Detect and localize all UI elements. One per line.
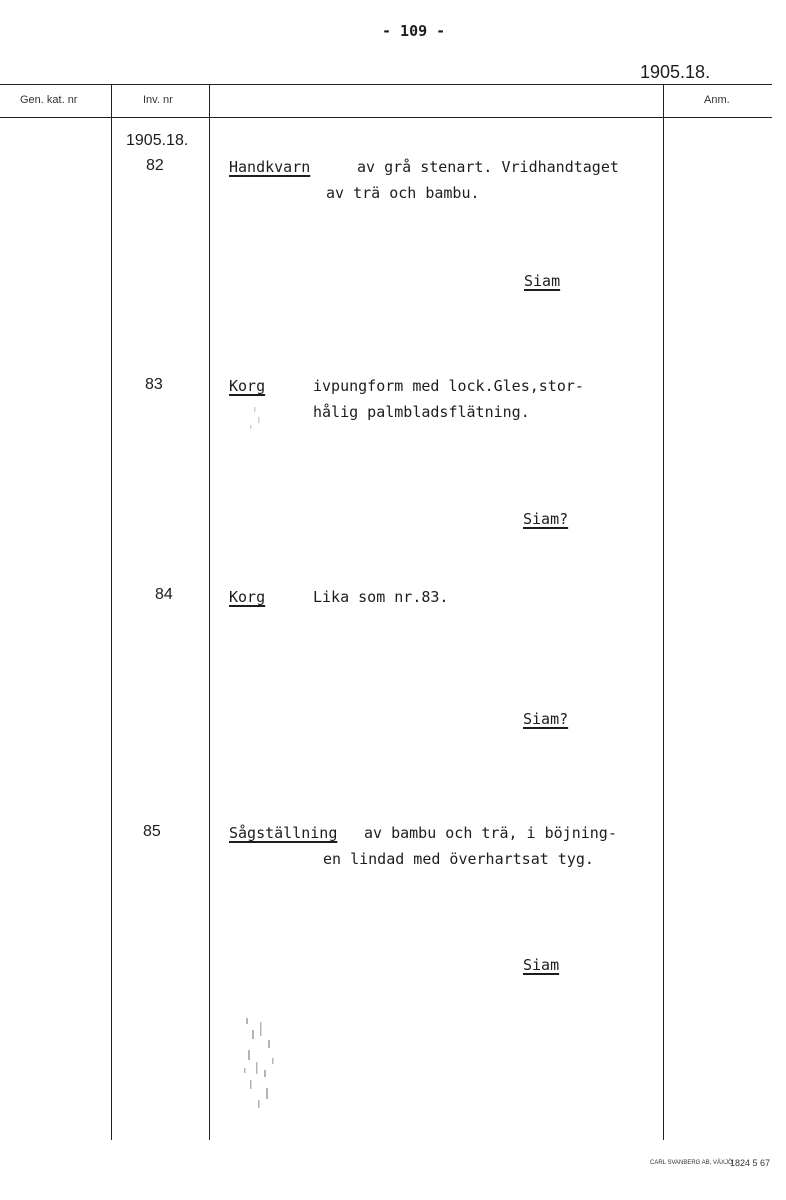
entry-origin-85: Siam	[523, 956, 560, 974]
page-number: - 109 -	[382, 22, 446, 40]
entry-line2-85: en lindad med överhartsat tyg.	[323, 850, 594, 868]
column-divider-desc	[663, 84, 664, 1140]
entry-origin-83: Siam?	[523, 510, 569, 528]
form-code: 1824 5 67	[730, 1158, 771, 1168]
inv-number-83: 83	[145, 376, 163, 393]
entry-term-82: Handkvarn	[229, 158, 311, 176]
entry-term-84: Korg	[229, 588, 266, 606]
inv-number-84: 84	[155, 586, 173, 603]
column-header-inv: Inv. nr	[143, 94, 173, 106]
header-top-rule	[0, 84, 772, 85]
year-header: 1905.18.	[640, 62, 711, 82]
entry-line1-85: av bambu och trä, i böjning-	[364, 824, 617, 842]
entry-line1-84: Lika som nr.83.	[313, 588, 449, 606]
printer-imprint: CARL SVANBERG AB, VÄXJÖ	[650, 1160, 733, 1166]
entry-line2-82: av trä och bambu.	[326, 184, 480, 202]
column-divider-gen	[111, 84, 112, 1140]
entry-term-85: Sågställning	[229, 824, 338, 842]
column-header-gen-kat: Gen. kat. nr	[20, 94, 78, 106]
entry-term-83: Korg	[229, 377, 266, 395]
column-header-anm: Anm.	[704, 94, 730, 106]
inv-prefix: 1905.18.	[126, 132, 189, 149]
entry-line1-83: ivpungform med lock.Gles,stor-	[313, 377, 584, 395]
entry-line1-82: av grå stenart. Vridhandtaget	[357, 158, 619, 176]
inv-number-85: 85	[143, 823, 161, 840]
column-divider-inv	[209, 84, 210, 1140]
entry-line2-83: hålig palmbladsflätning.	[313, 403, 530, 421]
entry-origin-82: Siam	[524, 272, 561, 290]
entry-origin-84: Siam?	[523, 710, 569, 728]
scan-smudge	[238, 1010, 286, 1120]
scan-smudge-small	[230, 385, 270, 445]
header-bottom-rule	[0, 117, 772, 118]
inv-number-82: 82	[146, 157, 164, 174]
